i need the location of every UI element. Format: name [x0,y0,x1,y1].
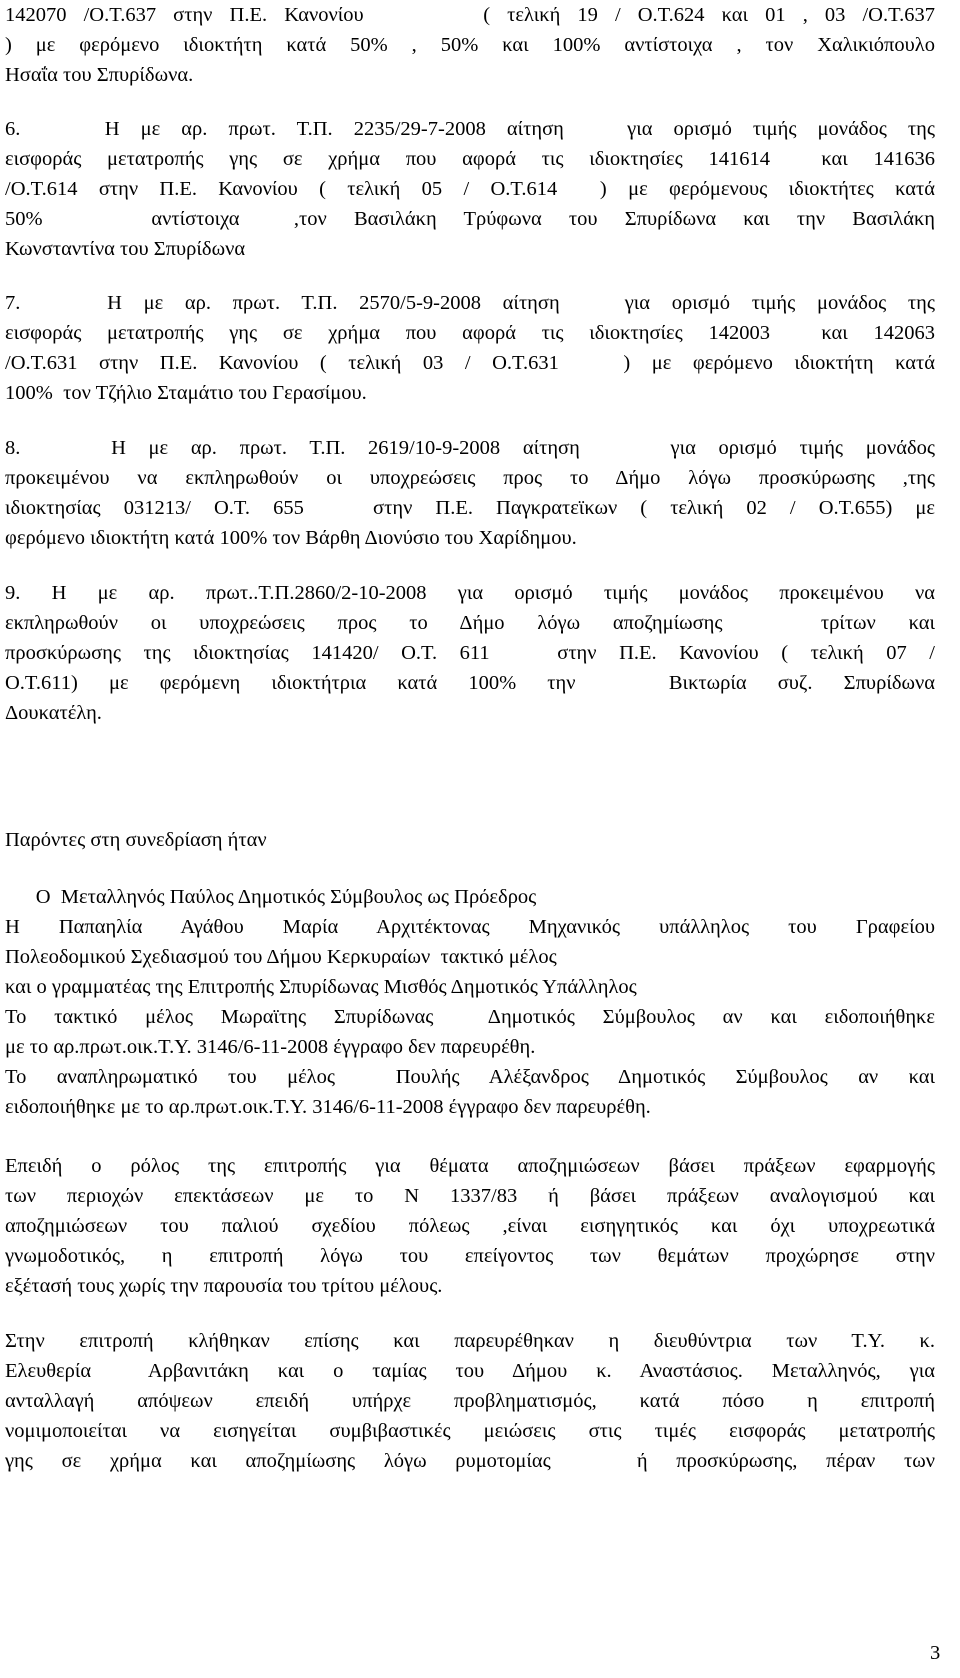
item7-line-4: 100% τον Τζήλιο Σταμάτιο του Γερασίμου. [5,382,367,404]
attendance-line-7: Το αναπληρωματικό του μέλος Πουλής Αλέξανδρος Δημοτικός Σύμβουλος αν και [5,1066,935,1088]
role-line-5: εξέτασή τους χωρίς την παρουσία του τρίτου μέλους. [5,1275,443,1297]
item9-line-1: 9. Η με αρ. πρωτ..Τ.Π.2860/2-10-2008 για ορισμό τιμής μονάδος προκειμένου να [5,582,935,604]
item9-line-5: Δουκατέλη. [5,702,102,724]
item6-line-2: εισφοράς μετατροπής γης σε χρήμα που αφορά τις ιδιοκτησίες 141614 και 141636 [5,148,935,170]
item5-line-1: 142070 /Ο.Τ.637 στην Π.Ε. Κανονίου ( τελική 19 / Ο.Τ.624 και 01 , 03 /Ο.Τ.637 [5,4,935,26]
attendance-line-2: Η Παπαηλία Αγάθου Μαρία Αρχιτέκτονας Μηχανικός υπάλληλος του Γραφείου [5,916,935,938]
item9-line-3: προσκύρωσης της ιδιοκτησίας 141420/ Ο.Τ. 611 στην Π.Ε. Κανονίου ( τελική 07 / [5,642,935,664]
role-line-4: γνωμοδοτικός, η επιτροπή λόγω του επείγοντος των θεμάτων προχώρησε στην [5,1245,935,1267]
item8-line-2: προκειμένου να εκπληρωθούν οι υποχρεώσεις προς το Δήμο λόγω προσκύρωσης ,της [5,467,935,489]
invited-line-5: γης σε χρήμα και αποζημίωσης λόγω ρυμοτομίας ή προσκύρωσης, πέραν των [5,1450,935,1472]
attendance-line-5: Το τακτικό μέλος Μωραϊτης Σπυρίδωνας Δημοτικός Σύμβουλος αν και ειδοποιήθηκε [5,1006,935,1028]
item9-line-4: Ο.Τ.611) με φερόμενη ιδιοκτήτρια κατά 100% την Βικτωρία συζ. Σπυρίδωνα [5,672,935,694]
role-line-1: Επειδή ο ρόλος της επιτροπής για θέματα αποζημιώσεων βάσει πράξεων εφαρμογής [5,1155,935,1177]
role-line-3: αποζημιώσεων του παλιού σχεδίου πόλεως ,είναι εισηγητικός και όχι υποχρεωτικά [5,1215,935,1237]
item7-line-3: /Ο.Τ.631 στην Π.Ε. Κανονίου ( τελική 03 / Ο.Τ.631 ) με φερόμενο ιδιοκτήτη κατά [5,352,935,374]
invited-line-2: Ελευθερία Αρβανιτάκη και ο ταμίας του Δήμου κ. Αναστάσιος. Μεταλληνός, για [5,1360,935,1382]
item6-line-3: /Ο.Τ.614 στην Π.Ε. Κανονίου ( τελική 05 / Ο.Τ.614 ) με φερόμενους ιδιοκτήτες κατά [5,178,935,200]
item8-line-1: 8. Η με αρ. πρωτ. Τ.Π. 2619/10-9-2008 αίτηση για ορισμό τιμής μονάδος [5,437,935,459]
invited-line-4: νομιμοποιείται να εισηγείται συμβιβαστικές μειώσεις στις τιμές εισφοράς μετατροπής [5,1420,935,1442]
item5-line-3: Ησαΐα του Σπυρίδωνα. [5,64,194,86]
attendance-heading: Παρόντες στη συνεδρίαση ήταν [5,829,267,851]
item7-line-1: 7. Η με αρ. πρωτ. Τ.Π. 2570/5-9-2008 αίτηση για ορισμό τιμής μονάδος της [5,292,935,314]
item6-line-4: 50% αντίστοιχα ,τον Βασιλάκη Τρύφωνα του Σπυρίδωνα και την Βασιλάκη [5,208,935,230]
invited-line-3: ανταλλαγή απόψεων επειδή υπήρχε προβληματισμός, κατά πόσο η επιτροπή [5,1390,935,1412]
role-line-2: των περιοχών επεκτάσεων με το Ν 1337/83 ή βάσει πράξεων αναλογισμού και [5,1185,935,1207]
attendance-line-4: και ο γραμματέας της Επιτροπής Σπυρίδωνας Μισθός Δημοτικός Υπάλληλος [5,976,637,998]
item6-line-1: 6. Η με αρ. πρωτ. Τ.Π. 2235/29-7-2008 αίτηση για ορισμό τιμής μονάδος της [5,118,935,140]
item7-line-2: εισφοράς μετατροπής γης σε χρήμα που αφορά τις ιδιοκτησίες 142003 και 142063 [5,322,935,344]
invited-line-1: Στην επιτροπή κλήθηκαν επίσης και παρευρέθηκαν η διευθύντρια των Τ.Υ. κ. [5,1330,935,1352]
attendance-line-6: με το αρ.πρωτ.οικ.Τ.Υ. 3146/6-11-2008 έγγραφο δεν παρευρέθη. [5,1036,536,1058]
item5-line-2: ) με φερόμενο ιδιοκτήτη κατά 50% , 50% και 100% αντίστοιχα , τον Χαλικιόπουλο [5,34,935,56]
item9-line-2: εκπληρωθούν οι υποχρεώσεις προς το Δήμο λόγω αποζημίωσης τρίτων και [5,612,935,634]
page-number: 3 [930,1642,941,1664]
item8-line-4: φερόμενο ιδιοκτήτη κατά 100% τον Βάρθη Διονύσιο του Χαρίδημου. [5,527,577,549]
item8-line-3: ιδιοκτησίας 031213/ Ο.Τ. 655 στην Π.Ε. Παγκρατεϊκων ( τελική 02 / Ο.Τ.655) με [5,497,935,519]
item6-line-5: Κωνσταντίνα του Σπυρίδωνα [5,238,246,260]
attendance-line-1: Ο Μεταλληνός Παύλος Δημοτικός Σύμβουλος ως Πρόεδρος [5,886,537,908]
attendance-line-8: ειδοποιήθηκε με το αρ.πρωτ.οικ.Τ.Υ. 3146/6-11-2008 έγγραφο δεν παρευρέθη. [5,1096,651,1118]
attendance-line-3: Πολεοδομικού Σχεδιασμού του Δήμου Κερκυραίων τακτικό μέλος [5,946,557,968]
